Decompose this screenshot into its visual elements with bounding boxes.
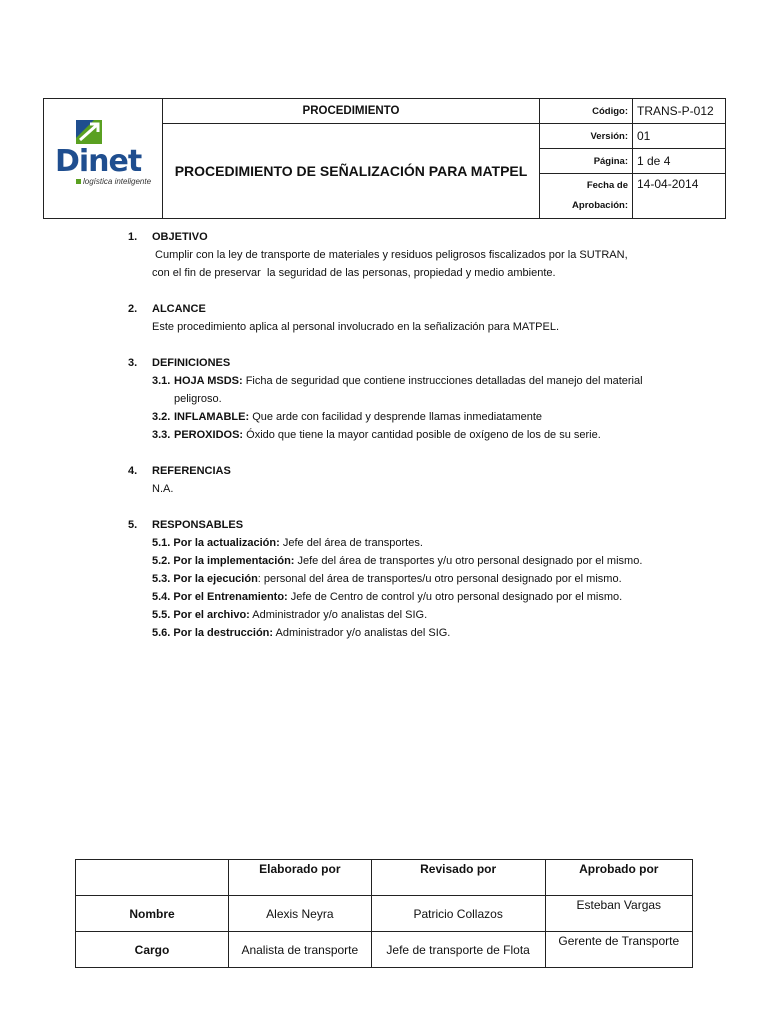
section-number: 1. (128, 231, 138, 243)
item-term: HOJA MSDS: (174, 375, 243, 387)
item-description: : personal del área de transportes/u otro personal designado por el mismo. (257, 573, 622, 585)
logo-tagline-text: logística inteligente (83, 176, 152, 186)
item-description: Jefe del área de transportes. (279, 537, 423, 549)
logo-tagline (76, 177, 151, 186)
col-revisado: Revisado por (371, 860, 545, 896)
row-nombre: Nombre (76, 896, 229, 932)
responsible-item (128, 570, 688, 588)
section-title: ALCANCE (152, 303, 206, 315)
responsible-item (128, 606, 688, 624)
document-header (43, 98, 726, 219)
item-text (174, 426, 601, 444)
definition-item (128, 372, 688, 390)
item-description: Ficha de seguridad que contiene instrucciones detalladas del manejo del material (242, 375, 643, 387)
empty-header-cell (76, 860, 229, 896)
item-text (152, 588, 622, 606)
section-title: REFERENCIAS (152, 465, 231, 477)
fecha-label-line2: Aprobación: (572, 200, 628, 211)
item-continuation: peligroso. (174, 393, 222, 405)
document-title: PROCEDIMIENTO DE SEÑALIZACIÓN PARA MATPEL (163, 124, 540, 219)
definition-item (128, 408, 688, 426)
item-term: Por la ejecución (173, 573, 258, 585)
procedure-label: PROCEDIMIENTO (163, 99, 540, 124)
item-term: Por el archivo: (173, 609, 250, 621)
fecha-value: 14-04-2014 (633, 174, 726, 219)
cargo-aprobado: Gerente de Transporte (545, 932, 692, 968)
item-number: 5.3. (152, 573, 171, 585)
section-text: Cumplir con la ley de transporte de materiales y residuos peligrosos fiscalizados por la SUTRAN, (152, 249, 628, 261)
section-responsables (128, 516, 688, 642)
section-number: 5. (128, 519, 138, 531)
section-referencias (128, 462, 688, 498)
responsible-item (128, 588, 688, 606)
section-text: Este procedimiento aplica al personal involucrado en la señalización para MATPEL. (152, 321, 560, 333)
section-title: DEFINICIONES (152, 357, 231, 369)
responsible-item (128, 552, 688, 570)
item-description: Jefe de Centro de control y/u otro personal designado por el mismo. (287, 591, 623, 603)
item-description: Administrador y/o analistas del SIG. (249, 609, 428, 621)
codigo-label: Código: (540, 99, 633, 124)
codigo-value: TRANS-P-012 (633, 99, 726, 124)
version-label: Versión: (540, 124, 633, 149)
document-body (128, 228, 688, 660)
item-description: Óxido que tiene la mayor cantidad posible de oxígeno de los de su serie. (243, 429, 601, 441)
section-objetivo (128, 228, 688, 282)
row-cargo: Cargo (76, 932, 229, 968)
nombre-revisado: Patricio Collazos (371, 896, 545, 932)
logo-wordmark: Dinet (55, 143, 142, 179)
col-elaborado: Elaborado por (229, 860, 372, 896)
col-aprobado: Aprobado por (545, 860, 692, 896)
item-text (152, 624, 450, 642)
green-square-icon (76, 179, 81, 184)
section-title: OBJETIVO (152, 231, 208, 243)
item-number: 3.3. (152, 429, 171, 441)
item-number: 5.2. (152, 555, 171, 567)
item-term: PEROXIDOS: (174, 429, 244, 441)
fecha-label-line1: Fecha de (586, 180, 628, 191)
section-number: 3. (128, 357, 138, 369)
item-term: Por el Entrenamiento: (173, 591, 288, 603)
item-term: INFLAMABLE: (174, 411, 250, 423)
fecha-label (540, 174, 633, 219)
nombre-aprobado: Esteban Vargas (545, 896, 692, 932)
approval-table (75, 859, 693, 968)
pagina-label: Página: (540, 149, 633, 174)
item-number: 5.5. (152, 609, 171, 621)
section-text: N.A. (152, 483, 174, 495)
item-number: 3.2. (152, 411, 171, 423)
item-number: 5.6. (152, 627, 171, 639)
item-term: Por la implementación: (173, 555, 295, 567)
item-text (152, 606, 427, 624)
item-text (174, 372, 643, 390)
item-description: Que arde con facilidad y desprende llamas inmediatamente (249, 411, 543, 423)
responsible-item (128, 534, 688, 552)
pagina-value: 1 de 4 (633, 149, 726, 174)
responsible-item (128, 624, 688, 642)
item-description: Administrador y/o analistas del SIG. (273, 627, 451, 639)
section-text: con el fin de preservar la seguridad de las personas, propiedad y medio ambiente. (152, 267, 556, 279)
nombre-elaborado: Alexis Neyra (229, 896, 372, 932)
item-description: Jefe del área de transportes y/u otro personal designado por el mismo. (294, 555, 643, 567)
item-term: Por la destrucción: (173, 627, 274, 639)
logo-cell (44, 99, 163, 219)
version-value: 01 (633, 124, 726, 149)
item-term: Por la actualización: (173, 537, 280, 549)
item-number: 5.4. (152, 591, 171, 603)
item-number: 5.1. (152, 537, 171, 549)
section-definiciones (128, 354, 688, 444)
item-text (152, 570, 622, 588)
section-title: RESPONSABLES (152, 519, 244, 531)
cargo-revisado: Jefe de transporte de Flota (371, 932, 545, 968)
cargo-elaborado: Analista de transporte (229, 932, 372, 968)
item-text (152, 534, 423, 552)
section-alcance (128, 300, 688, 336)
item-number: 3.1. (152, 375, 171, 387)
dinet-logo (44, 104, 162, 214)
item-text (174, 408, 542, 426)
item-text (152, 552, 642, 570)
section-number: 4. (128, 465, 138, 477)
logo-mark-icon (74, 118, 104, 146)
section-number: 2. (128, 303, 138, 315)
definition-item (128, 426, 688, 444)
